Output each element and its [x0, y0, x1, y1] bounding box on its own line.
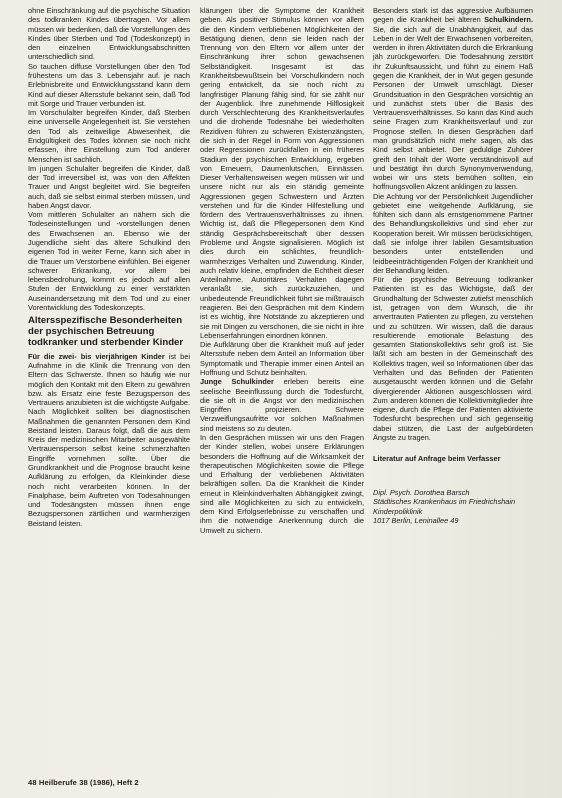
text-column-1: [28, 6, 190, 528]
paragraph: In den Gesprächen müssen wir uns den Fragen der Kinder stellen, wobei unsere Erklärungen besonders die Hoffnung auf die Wirksamkeit der therapeutischen Möglichkeiten sowie die Pflege und Erhaltung der verbliebenen Aktivitäten bekräftigen sollen. Da die Krankheit die Kinder erneut in Kleinkindverhalten Abhängigkeit zwingt, sind alle Möglichkeiten zu sich zu entwickeln, dem Kind Erfolgserlebnisse zu verschaffen und ihm die notwendige Anerkennung durch die Umwelt zu sichern.: [200, 432, 364, 535]
paragraph: So tauchen diffuse Vorstellungen über den Tod frühestens um das 3. Lebensjahr auf. je nach Erlebnisbreite und Entwicklungsstand kann dem Kind auf dieser Altersstufe bekannt sein, daß Tod mit Sorge und Trauer verbunden ist.: [28, 61, 190, 108]
emphasis: Für die zwei- bis vierjährigen Kinder: [28, 351, 165, 361]
text-column-2: [200, 6, 364, 535]
emphasis: Schulkindern.: [480, 15, 533, 25]
paragraph: [373, 6, 533, 192]
paragraph: Vom mittleren Schulalter an nähern sich die Todeseinstellungen und -vorstellungen denen des Erwachsenen an. Ebenso wie der Jugendliche sieht das ältere Schulkind den eigenen Tod in weiter Ferne, kann sich aber in die Trauer um Verstorbene einfühlen. Bei eigener schwerer Erkrankung, vor allem bei lebensbedrohung, kommt es jedoch auf allen Stufen der Entwicklung zu einer verstärkten Auseinandersetzung mit dem Tod und zu einer Vorentwicklung des Todeskonzepts.: [28, 210, 190, 312]
author-department: Kinderpoliklinik: [373, 506, 423, 516]
paragraph-text: Sie, die sich auf die Unabhängigkeit, auf das Leben in der Welt der Erwachsenen vorbereiten, werden in ihren Aktivitäten durch die Erkrankung jäh zurückgeworfen. Die Todesahnung zerstört ihr Zukunftsaussicht, und führt zu einem Haß gegen die Krankheit, der in Wut gegen gesunde Personen der Umwelt umschlägt. Dieser Grundsituation in den Gesprächen vorsichtig an und zunächst stets über die Basis des Vertrauensverhältnisses. So kann das Kind auch seine Fragen zum Krankheitsverlauf und zur Prognose stellen. In diesen Gesprächen darf man grundsätzlich nicht mehr sagen, als das Kind selbst anbietet. Der geduldige Zuhörer greift den Inhalt der Worte verständnisvoll auf und bestätigt ihn durch Synonymverwendung, wobei wir uns stets bemühen sollten, ein hoffnungsvollen Akzent anklingen zu lassen.: [373, 24, 533, 192]
paragraph: ohne Einschränkung auf die psychische Situation des todkranken Kindes übertragen. Vor allem müssen wir bedenken, daß die Vorstellungen des Kindes über Sterben und Tod (Todeskonzept) in den einzelnen Entwicklungsabschnitten unterschiedlich sind.: [28, 6, 190, 62]
author-name: Dipl. Psych. Dorothea Barsch: [373, 487, 470, 497]
paragraph-text: Besonders stark ist das aggressive Aufbäumen gegen die Krankheit bei älteren: [373, 6, 533, 25]
paragraph-text: erleben bereits eine seelische Beeinflussung durch die Todesfurcht, die sie oft in die Angst vor den medizinischen Eingriffen projizieren. Schwere Verzweiflungsaufritte vor solchen Maßnahmen sind meistens so zu deuten.: [200, 377, 364, 433]
author-block: [373, 488, 533, 526]
paragraph: Im jungen Schulalter begreifen die Kinder, daß der Tod irreversibel ist, was von den Affekten Trauer und Angst begleitet wird. Sie begreifen auch, daß sie selbst einmal sterben müssen, und haben Angst davor.: [28, 163, 190, 210]
paragraph: Im Vorschulalter begreifen Kinder, daß Sterben eine universelle Angelegenheit ist. Sie verstehen den Tod als zeitweilige Abwesenheit, die Endgültigkeit des Todes können sie noch nicht erfassen, ihre Einstellung zum Tod anderer Menschen ist sachlich.: [28, 108, 190, 164]
paragraph-text: ist bei Aufnahme in die Klinik die Trennung von den Eltern das Schwerste. Ihnen so häufig wie nur möglich den Kontakt mit den Eltern zu gewähren bzw. als Ersatz eine feste Bezugsperson des Vertrauens anzubieten ist die wichtigste Aufgabe. Nach Möglichkeit sollten bei diagnostischen Maßnahmen die genannten Personen dem Kind Beistand leisten. Daraus folgt, daß die aus dem Kreis der medizinischen Mitarbeiter ausgewählte Vertrauensperson selbst keine schmerzhaften Eingriffe vornehmen sollte. Über die Grundkrankheit und die Prognose braucht keine Aufklärung zu erfolgen, da Kleinkinder diese noch nicht verarbeiten können. In der Finalphase, beim Auftreten von Todesahnungen und Todesängsten müssen ihnen enge Bezugspersonen zärtlichen und warmherzigen Beistand leisten.: [28, 351, 190, 528]
paragraph: klärungen über die Symptome der Krankheit geben. Als positiver Stimulus können vor allem die den Kindern verbliebenen Möglichkeiten der Betätigung dienen, denn sie leiden nach der Trennung von den Eltern vor allem unter der Einschränkung ihrer schon gewachsenen Selbständigkeit. Insgesamt ist das Krankheitsbewußtsein bei Vorschulkindern noch gering entwickelt, da sie noch nicht zu langfristiger Planung fähig sind, für sie zählt nur der Augenblick. Ihre zunehmende Hilflosigkeit durch Verschlechterung des Krankheitsverlaufes und die drohende Todesnähe bei wiederholten Rezidiven führen zu schweren Existenzängsten, die sich in der Regel in Form von Aggressionen oder Regressionen zurückfallen in ein früheres Stadium der psychischen Entwicklung, ergeben von Erneuern, Daumenlutschen, Einnässen. Dieser Verhaltensweisen wegen müssen wir und unsere nicht nur als ein ständig gemeinte Aggressionen gegen Schwestern und Ärzten verstehen und für die Kinder Hilfestellung und fördern des Vertrauensverhältnisses zu ihnen. Wichtig ist, daß die Pflegepersonen dem Kind ständig Gesprächsbereitschaft über dessen Probleme und Ängste signalisieren. Möglich ist dies durch ein schlichtes, freundlich-warmherziges Verhalten und Zuwendung. Kinder, auch relativ kleine, empfinden die Echtheit dieser Anteilnahme. Autoritäres Verhalten dagegen veranlaßt sie, sich zurückzuziehen, und unbedeutende Freundlichkeit führt sie mißtrauisch reagieren. Bei den Gesprächen mit dem Kindern ist es wichtig, ihre Notstände zu akzeptieren und sie mit Dingen zu verschonen, die sie nicht in ihre Lebenserfahrungen einordnen können.: [200, 6, 364, 340]
author-affiliation: Städtisches Krankenhaus im Friedrichshain: [373, 497, 516, 507]
paragraph: Die Aufklärung über die Krankheit muß auf jeder Altersstufe neben dem Anteil an Information über Symptomatik und Therapie immer einen Anteil an Hoffnung und Schutz beinhalten.: [200, 340, 364, 377]
text-column-3: [373, 6, 533, 526]
emphasis: Junge Schulkinder: [200, 377, 274, 387]
page-footer: 48 Heilberufe 38 (1986), Heft 2: [28, 778, 139, 787]
paragraph: [28, 352, 190, 528]
section-heading: Altersspezifische Besonderheiten der psychischen Betreuung todkranker und sterbender Kinder: [28, 315, 184, 348]
author-address: 1017 Berlin, Leninallee 49: [373, 516, 459, 526]
literature-note: Literatur auf Anfrage beim Verfasser: [373, 454, 501, 464]
paragraph: Für die psychische Betreuung todkranker Patienten ist es das Wichtigste, daß der Grundhaltung der Schwester zutiefst menschlich ist, getragen von dem Wunsch, die ihr anvertrauten Patienten zu pflegen, zu verstehen und zu schützen. Wir wissen, daß die daraus resultierende emotionale Belastung des gesamten Stationskollektivs sehr groß ist. Sie läßt sich am besten in der Gemeinschaft des Kollektivs tragen, weil so Informationen über das Verhalten und das Befinden der Patienten ausgetauscht werden können und die Gefahr divergierender Aktionen ausgeschlossen wird. Zum anderen können die Kollektivmitglieder ihre eigene, durch die Pflege der Patienten aktivierte Todesfurcht besprechen und sich gegenseitig dabei stützen, die Last der aufgebürdeten Ängste zu tragen.: [373, 275, 533, 442]
paragraph: [200, 377, 364, 433]
paragraph: Die Achtung vor der Persönlichkeit Jugendlicher gebietet eine weitgehende Aufklärung, sie fühlten sich dann als ernstgenommene Partner des Behandlungskollektivs und sind eher zur Kooperation bereit. Wir müssen berücksichtigen, daß sie infolge ihrer labilen Gesamtsituation besonders unter entstellenden und leidbeeinträchtigenden Folgen der Krankheit und der Behandlung leiden.: [373, 191, 533, 275]
